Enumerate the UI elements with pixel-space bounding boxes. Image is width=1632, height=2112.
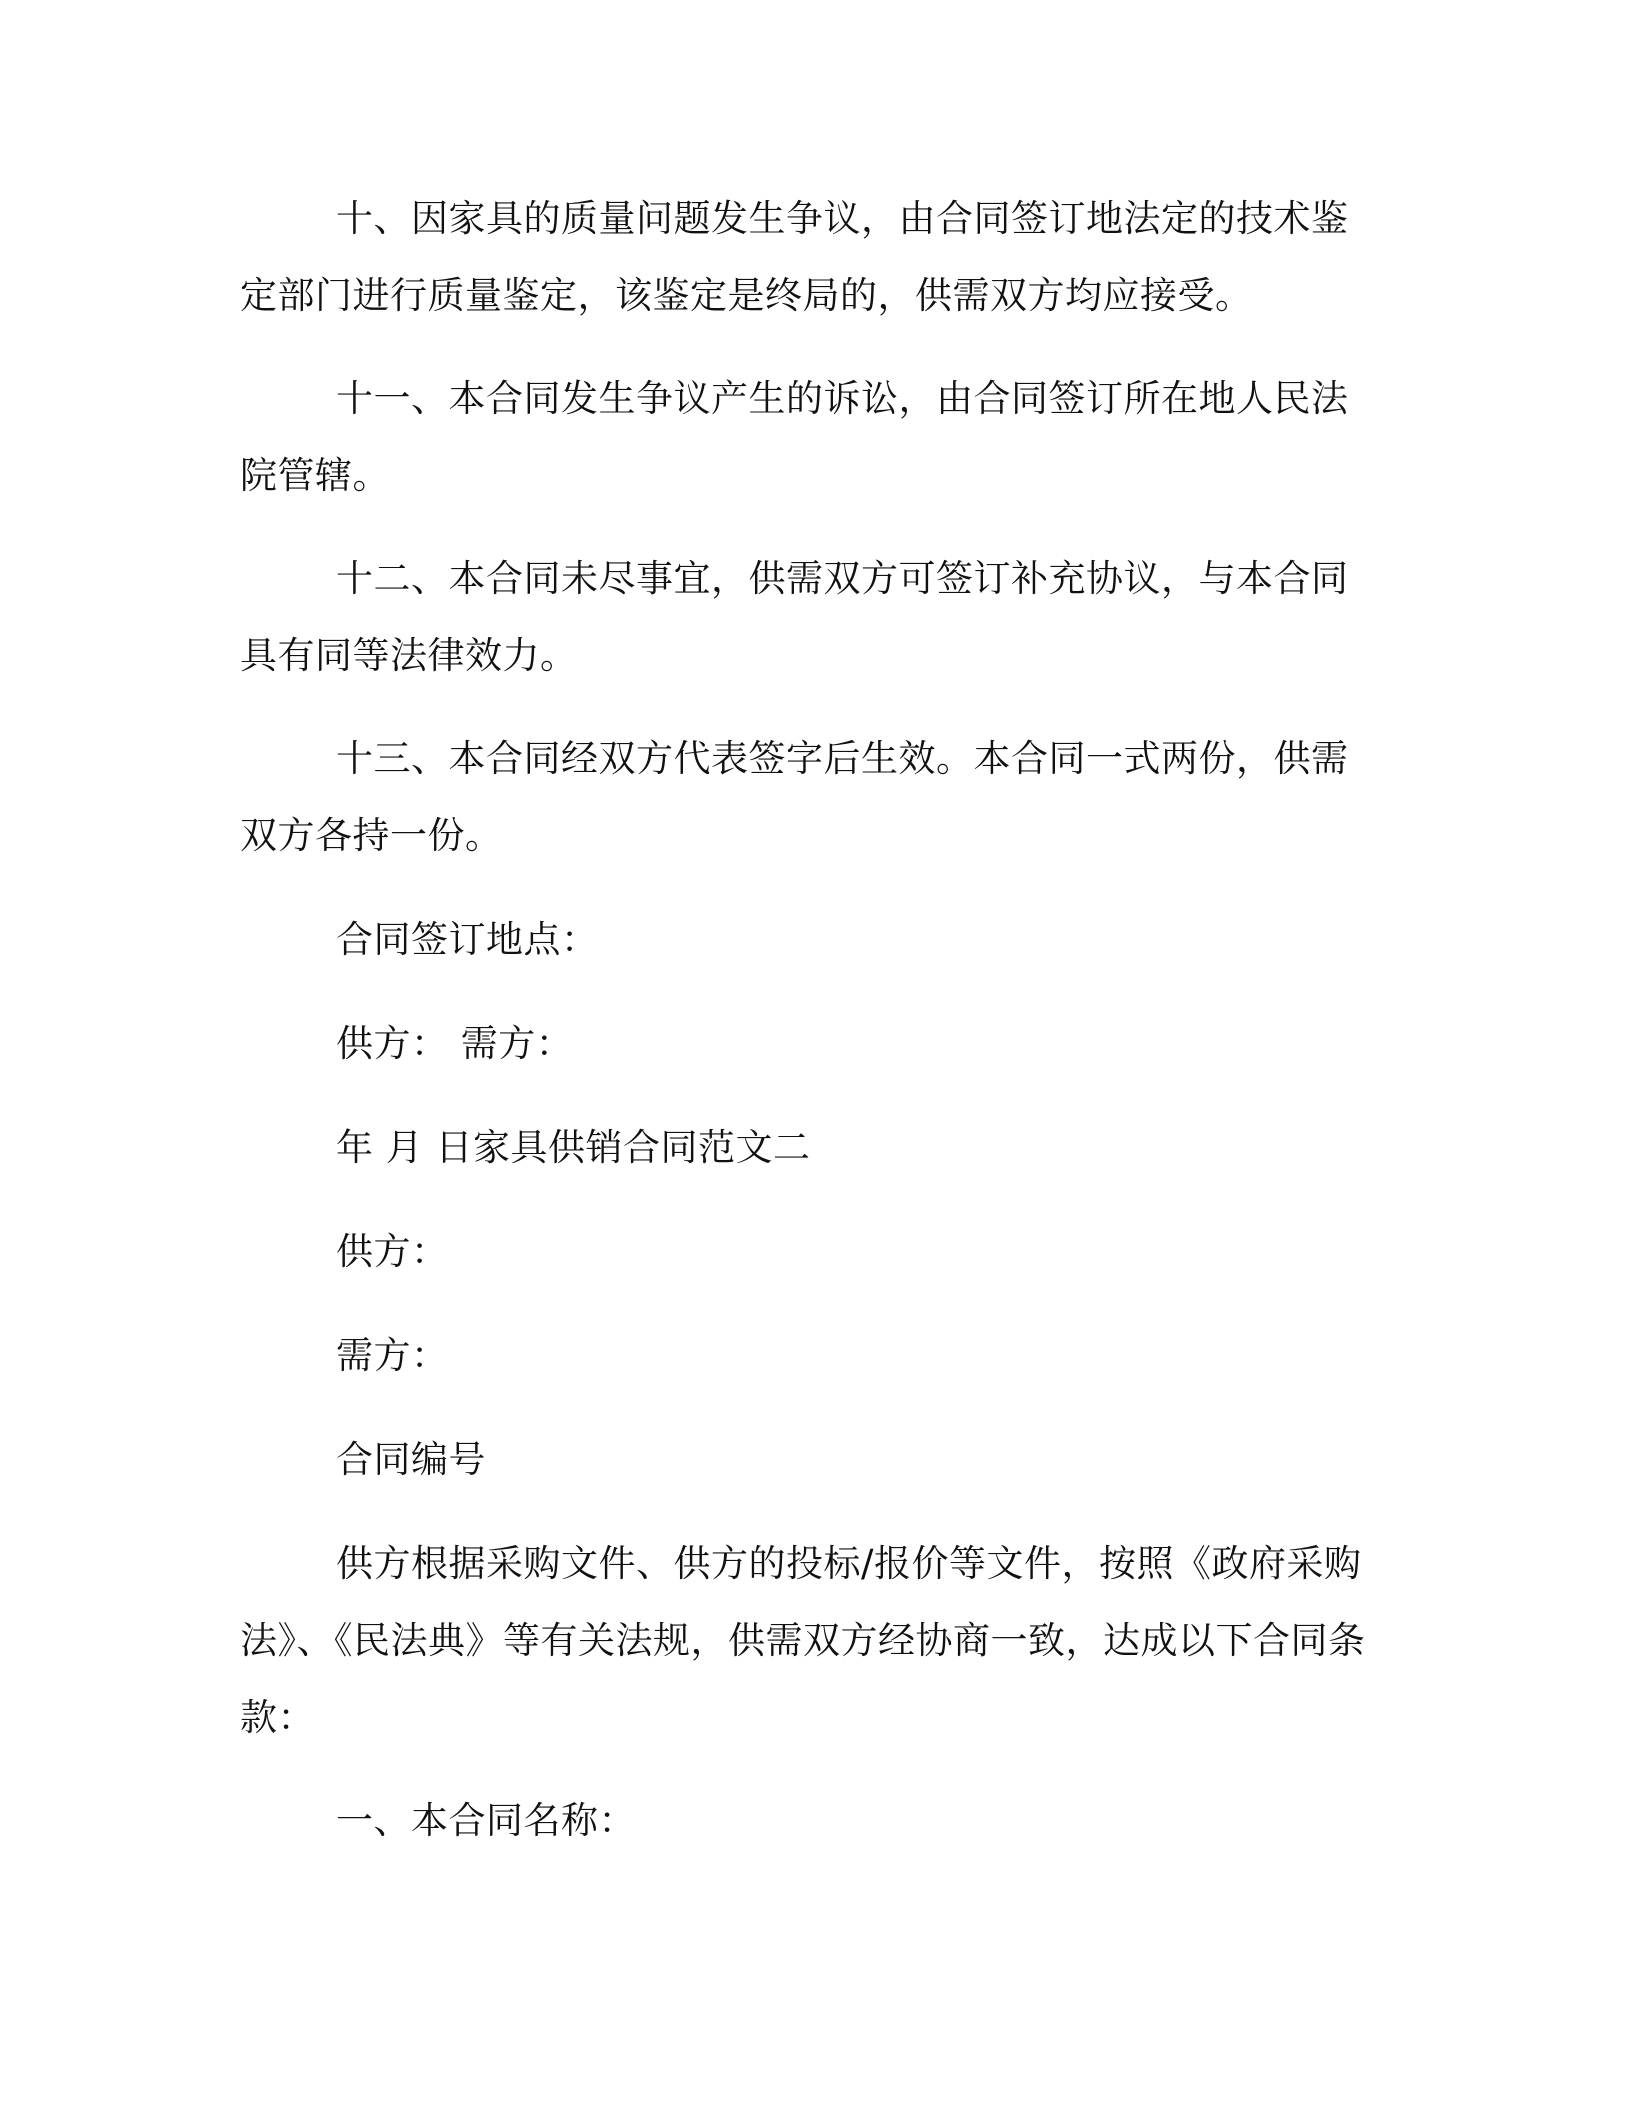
clause-11: 十一、本合同发生争议产生的诉讼，由合同签订所在地人民法院管辖。 (240, 377, 1349, 497)
clause-1-title: 一、本合同名称： (336, 1799, 636, 1842)
buyer-line: 需方： (336, 1334, 449, 1377)
clause-10: 十、因家具的质量问题发生争议，由合同签订地法定的技术鉴定部门进行质量鉴定，该鉴定是终局的，供需双方均应接受。 (240, 197, 1349, 317)
clause-12: 十二、本合同未尽事宜，供需双方可签订补充协议，与本合同具有同等法律效力。 (240, 557, 1349, 677)
date-and-title-line: 年 月 日家具供销合同范文二 (336, 1126, 811, 1169)
signing-place: 合同签订地点： (336, 918, 599, 961)
preamble: 供方根据采购文件、供方的投标/报价等文件，按照《政府采购法》、《民法典》等有关法规，供需双方经协商一致，达成以下合同条款： (240, 1542, 1366, 1739)
supplier-line: 供方： (336, 1230, 449, 1273)
contract-number-line: 合同编号 (336, 1438, 486, 1481)
document-body (240, 180, 1380, 1859)
parties-line: 供方： 需方： (336, 1022, 574, 1065)
clause-13: 十三、本合同经双方代表签字后生效。本合同一式两份，供需双方各持一份。 (240, 737, 1349, 857)
